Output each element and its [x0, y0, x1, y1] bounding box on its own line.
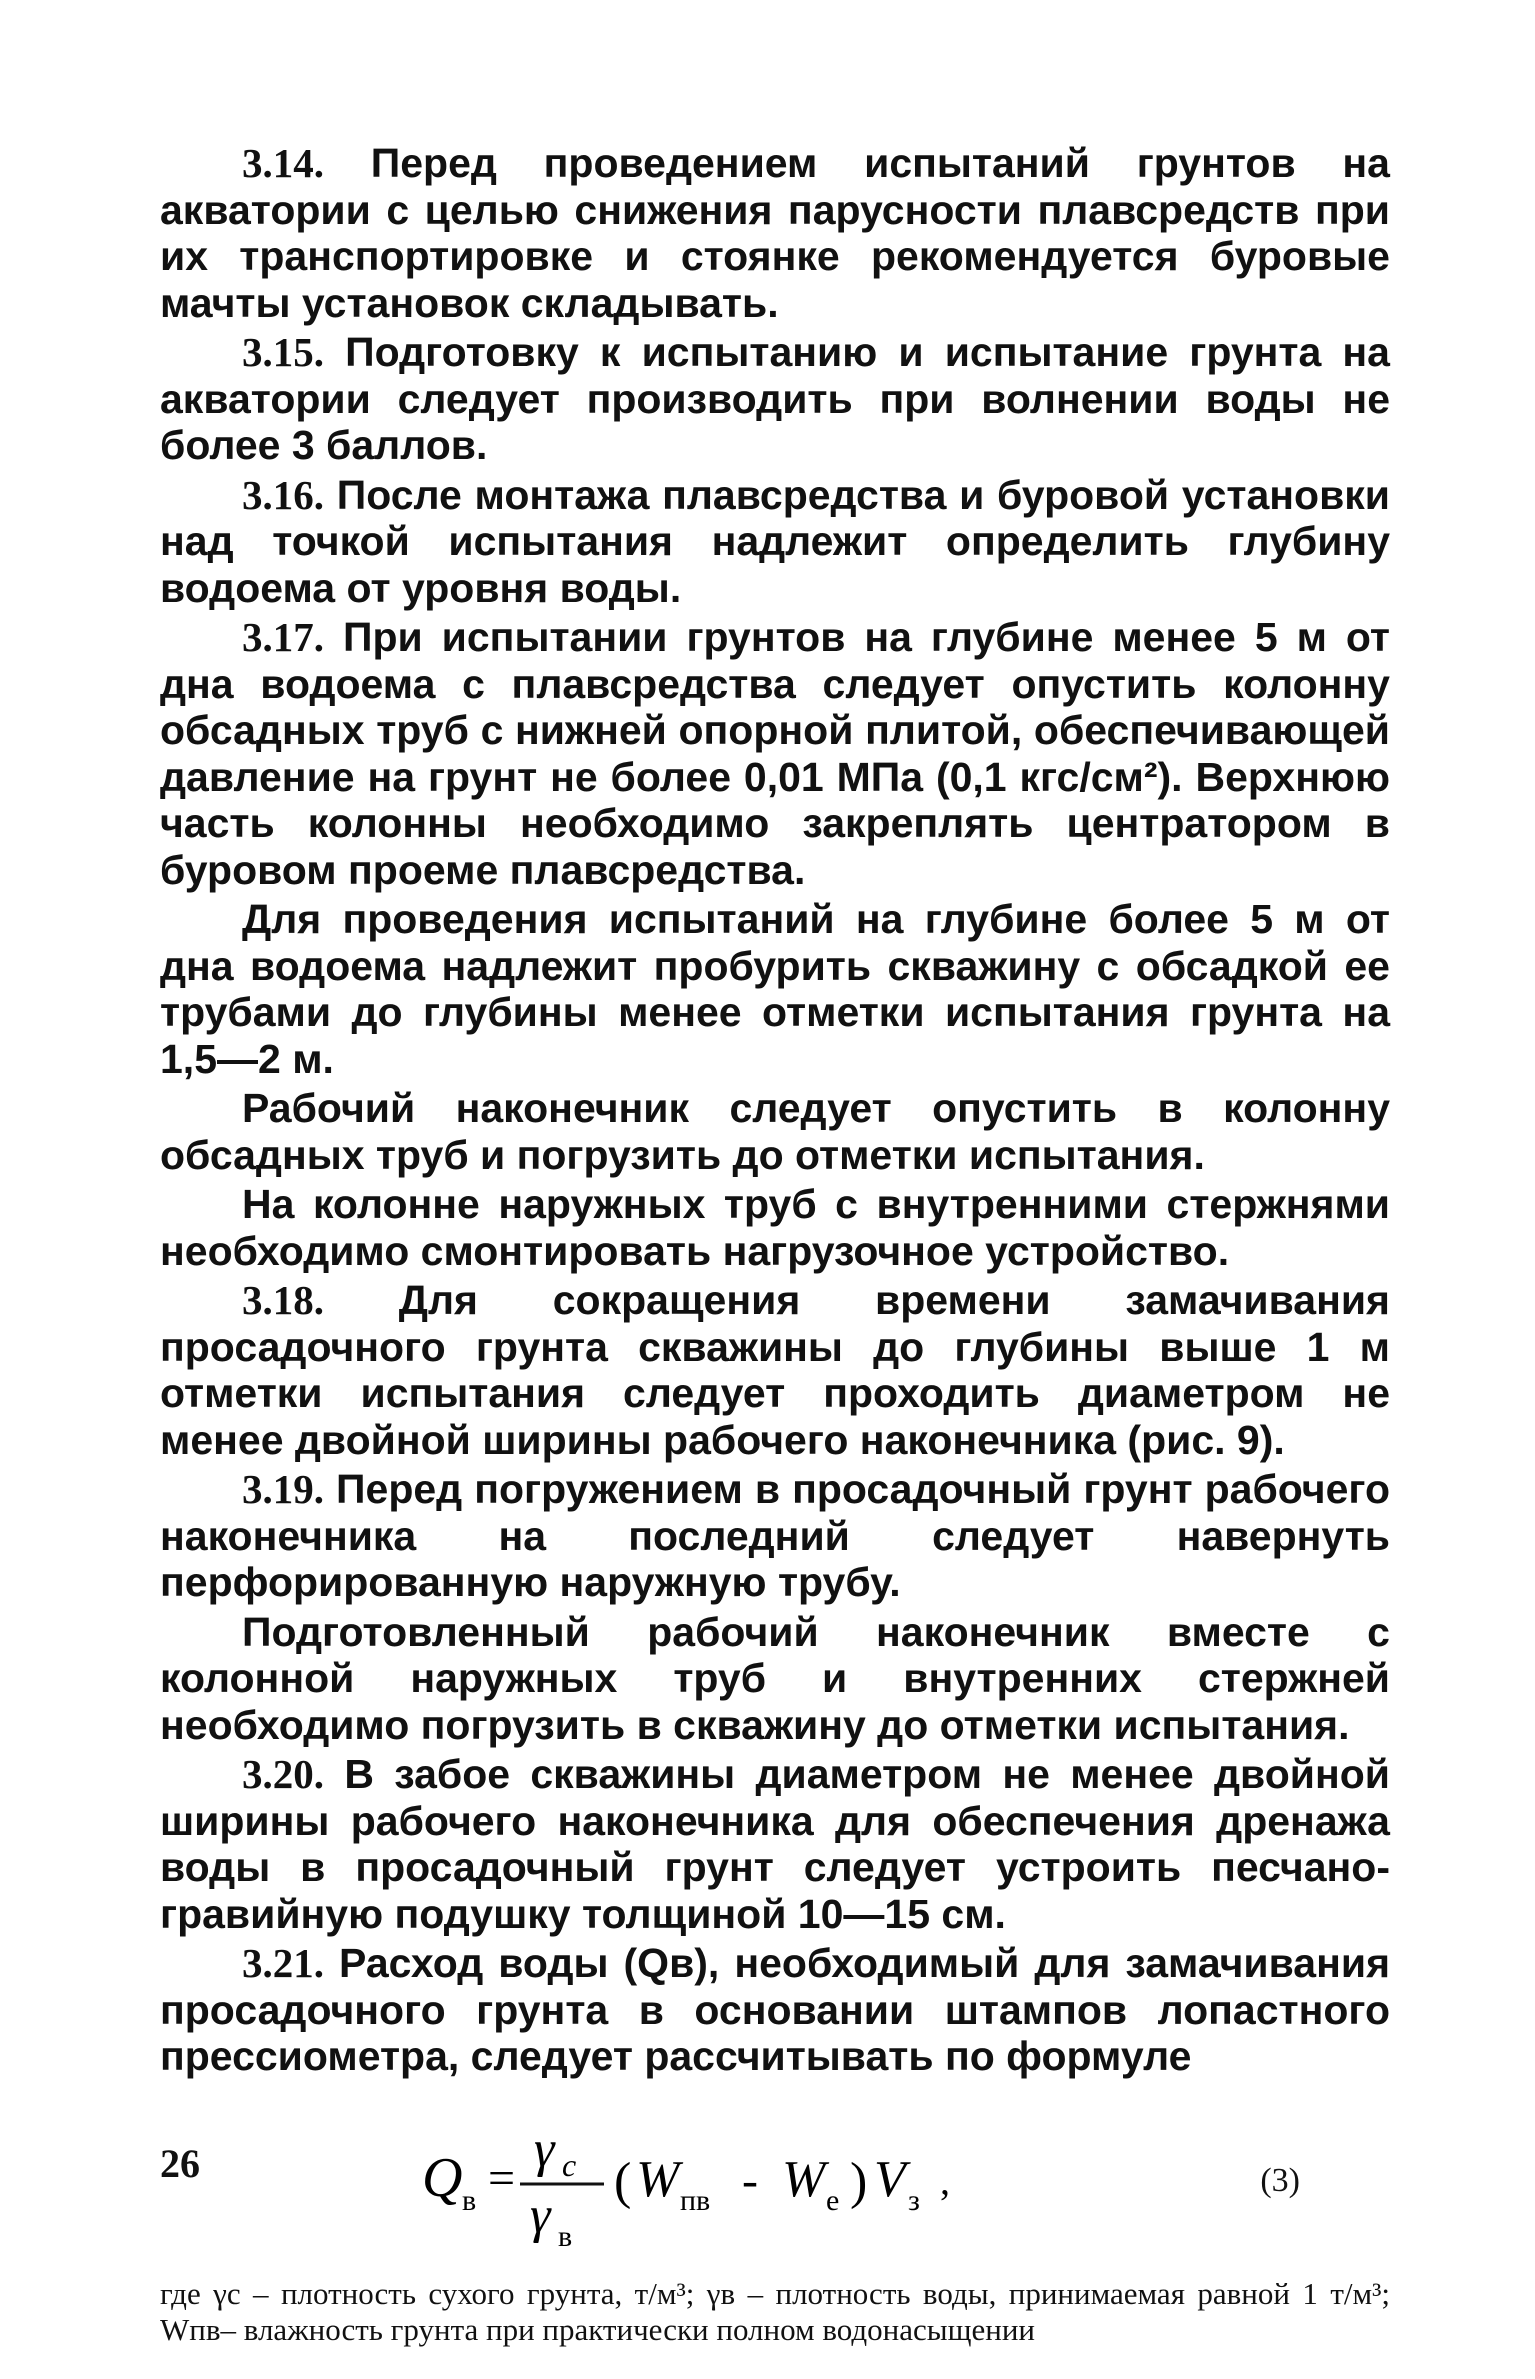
- formula-minus: -: [742, 2153, 758, 2207]
- section-number: 3.17.: [242, 614, 324, 660]
- paragraph-text: Перед погружением в просадочный грунт рабочего наконечника на последний следует навернуть перфорированную наружную трубу.: [160, 1466, 1390, 1605]
- section-number: 3.15.: [242, 329, 324, 375]
- section-number: 3.21.: [242, 1940, 324, 1986]
- paragraph-text: Подготовленный рабочий наконечник вместе с колонной наружных труб и внутренних стержней необходимо погрузить в скважину до отметки испытания.: [160, 1608, 1390, 1748]
- formula-lhs: Q: [422, 2146, 463, 2209]
- paragraph-3-15: [160, 329, 1390, 469]
- paragraph-text: Для сокращения времени замачивания просадочного грунта скважины до глубины выше 1 м отметки испытания следует проходить диаметром не менее двойной ширины рабочего наконечника (рис. 9).: [160, 1277, 1390, 1463]
- section-number: 3.19.: [242, 1466, 324, 1512]
- paragraph-3-19: [160, 1466, 1390, 1606]
- paragraph-3-17-tip: [160, 1085, 1390, 1178]
- paragraph-3-19-submerge: [160, 1609, 1390, 1749]
- formula-den-symbol: γ: [530, 2186, 551, 2244]
- formula-comma: ,: [940, 2157, 950, 2203]
- page-body: [160, 140, 1390, 2379]
- formula-den-sub: в: [558, 2219, 573, 2253]
- paragraph-text: Подготовку к испытанию и испытание грунта на акватории следует производить при волнении воды не более 3 баллов.: [160, 329, 1390, 468]
- paragraph-3-21: [160, 1940, 1390, 2080]
- formula-num-symbol: γ: [534, 2120, 555, 2178]
- paragraph-text: Расход воды (Qв), необходимый для замачивания просадочного грунта в основании штампов лопастного прессиометра, следует рассчитывать по формуле: [160, 1940, 1390, 2079]
- page-number: 26: [160, 2141, 200, 2186]
- paragraph-text: При испытании грунтов на глубине менее 5 м от дна водоема с плавсредства следует опустить колонну обсадных труб с нижней опорной плитой, обеспечивающей давление на грунт не более 0,01 МПа (0,1 кгс/см²). Верхнюю часть колонны необходимо закреплять центратором в буровом проеме плавсредства.: [160, 614, 1390, 893]
- formula-v: V: [874, 2150, 906, 2208]
- paragraph-3-17-deep: [160, 896, 1390, 1082]
- paragraph-3-17: [160, 614, 1390, 893]
- formula-w2-sub: е: [826, 2183, 840, 2217]
- section-number: 3.16.: [242, 471, 324, 518]
- paragraph-text: Перед проведением испытаний грунтов на акватории с целью снижения парусности плавсредств при их транспортировке и стоянке рекомендуется буровые мачты установок складывать.: [160, 140, 1390, 326]
- paragraph-3-16: [160, 472, 1390, 612]
- paragraph-text: Рабочий наконечник следует опустить в колонну обсадных труб и погрузить до отметки испытания.: [160, 1085, 1390, 1178]
- formula-equals: =: [488, 2151, 516, 2205]
- formula-number: (3): [1260, 2161, 1300, 2199]
- paragraph-3-18: [160, 1277, 1390, 1463]
- formula-w1: W: [636, 2150, 680, 2208]
- paragraph-text: Для проведения испытаний на глубине более 5 м от дна водоема надлежит пробурить скважину с обсадкой ее трубами до глубины менее отметки испытания грунта на 1,5—2 м.: [160, 896, 1390, 1082]
- paragraph-3-20: [160, 1751, 1390, 1937]
- formula-w2: W: [782, 2150, 826, 2208]
- paragraph-3-14: [160, 140, 1390, 326]
- formula-block: [160, 2114, 1390, 2254]
- paragraph-3-17-load: [160, 1181, 1390, 1274]
- paragraph-text: После монтажа плавсредства и буровой установки над точкой испытания надлежит определить глубину водоема от уровня воды.: [160, 471, 1390, 611]
- formula-3: [422, 2114, 1022, 2254]
- paragraph-text: В забое скважины диаметром не менее двойной ширины рабочего наконечника для обеспечения дренажа воды в просадочный грунт следует устроить песчано-гравийную подушку толщиной 10—15 см.: [160, 1751, 1390, 1937]
- section-number: 3.18.: [242, 1277, 324, 1323]
- formula-lhs-sub: в: [462, 2183, 477, 2217]
- formula-w1-sub: пв: [680, 2183, 711, 2217]
- formula-open-paren: (: [614, 2152, 632, 2210]
- formula-v-sub: з: [908, 2183, 920, 2217]
- section-number: 3.20.: [242, 1751, 324, 1797]
- formula-num-sub: с: [562, 2146, 577, 2183]
- paragraph-text: На колонне наружных труб с внутренними стержнями необходимо смонтировать нагрузочное устройство.: [160, 1181, 1390, 1274]
- formula-close-paren: ): [850, 2152, 868, 2210]
- section-number: 3.14.: [242, 140, 324, 186]
- formula-footnote: где γс – плотность сухого грунта, т/м³; γв – плотность воды, принимаемая равной 1 т/м³; Wпв– влажность грунта при практически полном водонасыщении: [160, 2275, 1390, 2347]
